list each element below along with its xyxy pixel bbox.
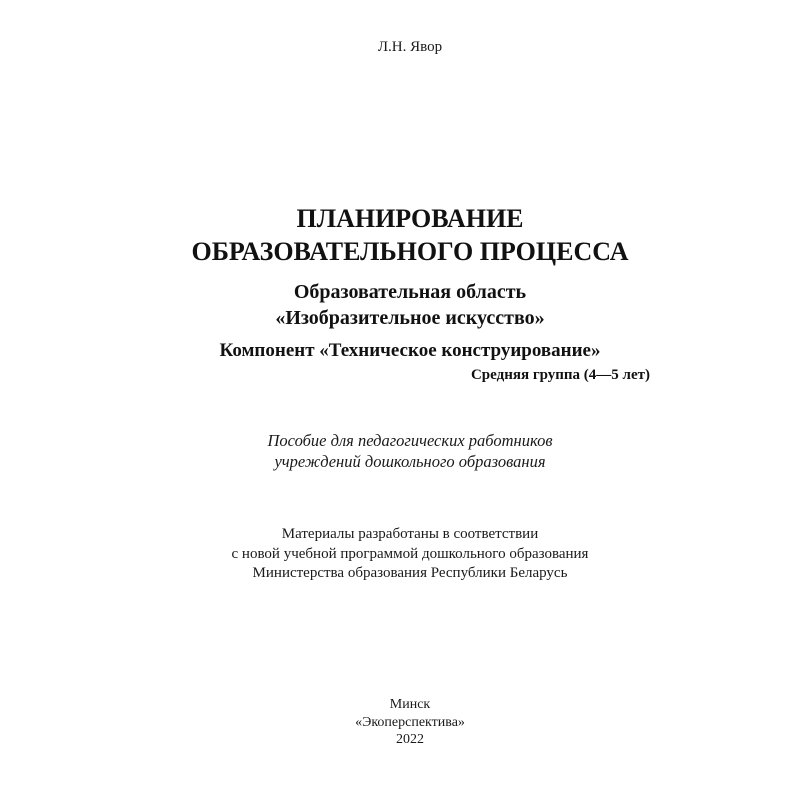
component-heading: Компонент «Техническое конструирование» bbox=[219, 340, 601, 361]
compliance-note-line-3: Министерства образования Республики Беларусь bbox=[252, 565, 568, 581]
age-group-label: Средняя группа (4—5 лет) bbox=[470, 367, 650, 383]
compliance-note-line-2: с новой учебной программой дошкольного образования bbox=[231, 546, 589, 562]
imprint-publisher: «Экоперспектива» bbox=[355, 715, 465, 730]
subtitle-line-2: «Изобразительное искусство» bbox=[275, 307, 545, 329]
subtitle-line-1: Образовательная область bbox=[293, 281, 527, 303]
compliance-note-line-1: Материалы разработаны в соответствии bbox=[281, 526, 539, 542]
author-name: Л.Н. Явор bbox=[377, 39, 443, 55]
title-line-1: ПЛАНИРОВАНИЕ bbox=[296, 204, 524, 233]
imprint-year: 2022 bbox=[396, 732, 424, 747]
purpose-line-1: Пособие для педагогических работников bbox=[267, 431, 553, 450]
title-line-2: ОБРАЗОВАТЕЛЬНОГО ПРОЦЕССА bbox=[191, 237, 629, 266]
purpose-line-2: учреждений дошкольного образования bbox=[274, 452, 546, 471]
imprint-city: Минск bbox=[389, 697, 431, 712]
